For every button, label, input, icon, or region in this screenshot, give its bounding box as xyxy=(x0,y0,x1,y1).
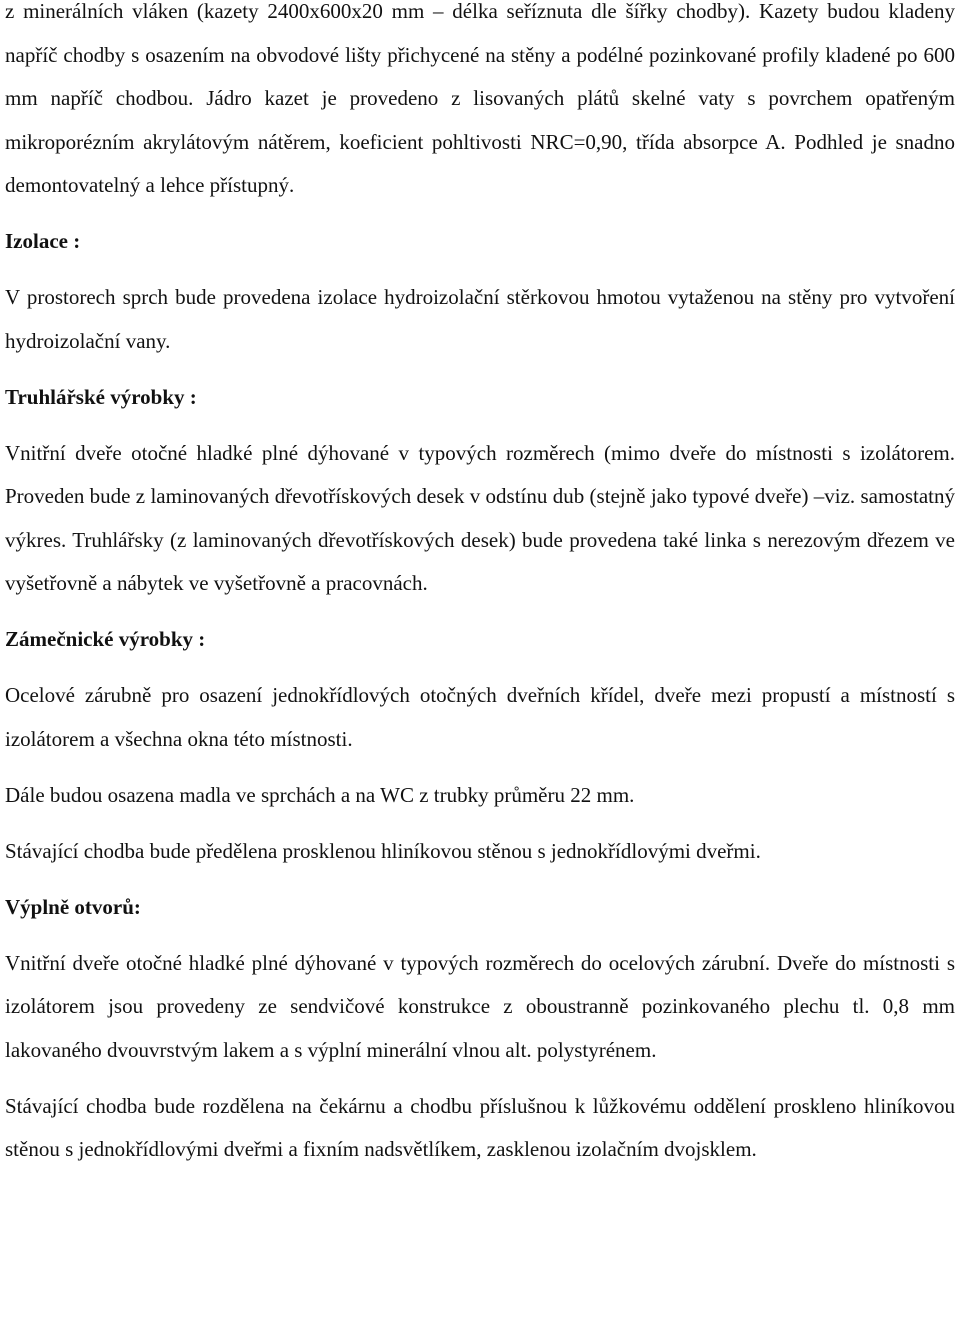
document-page xyxy=(5,0,955,1172)
paragraph-zarubne: Ocelové zárubně pro osazení jednokřídlových otočných dveřních křídel, dveře mezi propustí a místností s izolátorem a všechna okna této místnosti. xyxy=(5,683,955,751)
paragraph-izolace: V prostorech sprch bude provedena izolace hydroizolační stěrkovou hmotou vytaženou na stěny pro vytvoření hydroizolační vany. xyxy=(5,285,955,353)
heading-izolace: Izolace : xyxy=(5,229,81,253)
spacer xyxy=(5,606,955,619)
paragraph-vnitrni-dvere: Vnitřní dveře otočné hladké plné dýhované v typových rozměrech do ocelových zárubní. Dveře do místnosti s izolátorem jsou provedeny ze sendvičové konstrukce z oboustranně pozinkovaného plechu tl. 0,8 mm lakovaného dvouvrstvým lakem a s výplní minerální vlnou alt. polystyrénem. xyxy=(5,950,955,1062)
heading-vyplne-otvoru: Výplně otvorů: xyxy=(5,894,141,919)
spacer xyxy=(5,873,955,886)
spacer xyxy=(5,662,955,675)
paragraph-chodba-predelena: Stávající chodba bude předělena prosklenou hliníkovou stěnou s jednokřídlovými dveřmi. xyxy=(5,838,761,863)
paragraph-truhlarske-vyrobky: Vnitřní dveře otočné hladké plné dýhované v typových rozměrech (mimo dveře do místnosti s izolátorem. Proveden bude z laminovaných dřevotřískových desek v odstínu dub (stejně jako typové dveře) –viz. samostatný výkres. Truhlářsky (z laminovaných dřevotřískových desek) bude provedena také linka s nerezovým dřezem ve vyšetřovně a nábytek ve vyšetřovně a pracovnách. xyxy=(5,440,955,595)
spacer xyxy=(5,929,955,942)
paragraph-madla: Dále budou osazena madla ve sprchách a na WC z trubky průměru 22 mm. xyxy=(5,782,635,807)
spacer xyxy=(5,208,955,221)
spacer xyxy=(5,264,955,277)
paragraph-chodba-rozdelena: Stávající chodba bude rozdělena na čekárnu a chodbu příslušnou k lůžkovému oddělení proskleno hliníkovou stěnou s jednokřídlovými dveřmi a fixním nadsvětlíkem, zasklenou izolačním dvojsklem. xyxy=(5,1093,955,1161)
spacer xyxy=(5,363,955,376)
spacer xyxy=(5,761,955,774)
spacer xyxy=(5,1072,955,1085)
heading-truhlarske-vyrobky: Truhlářské výrobky : xyxy=(5,384,197,409)
paragraph-podhled: z minerálních vláken (kazety 2400x600x20 mm – délka seříznuta dle šířky chodby). Kazety budou kladeny napříč chodby s osazením na obvodové lišty přichycené na stěny a podélné pozinkované profily kladené po 600 mm napříč chodbou. Jádro kazet je provedeno z lisovaných plátů skelné vaty s povrchem opatřeným mikroporézním akrylátovým nátěrem, koeficient pohltivosti NRC=0,90, třída absorpce A. Podhled je snadno demontovatelný a lehce přístupný. xyxy=(5,0,955,197)
spacer xyxy=(5,817,955,830)
spacer xyxy=(5,419,955,432)
heading-zamecnicke-vyrobky: Zámečnické výrobky : xyxy=(5,627,206,651)
